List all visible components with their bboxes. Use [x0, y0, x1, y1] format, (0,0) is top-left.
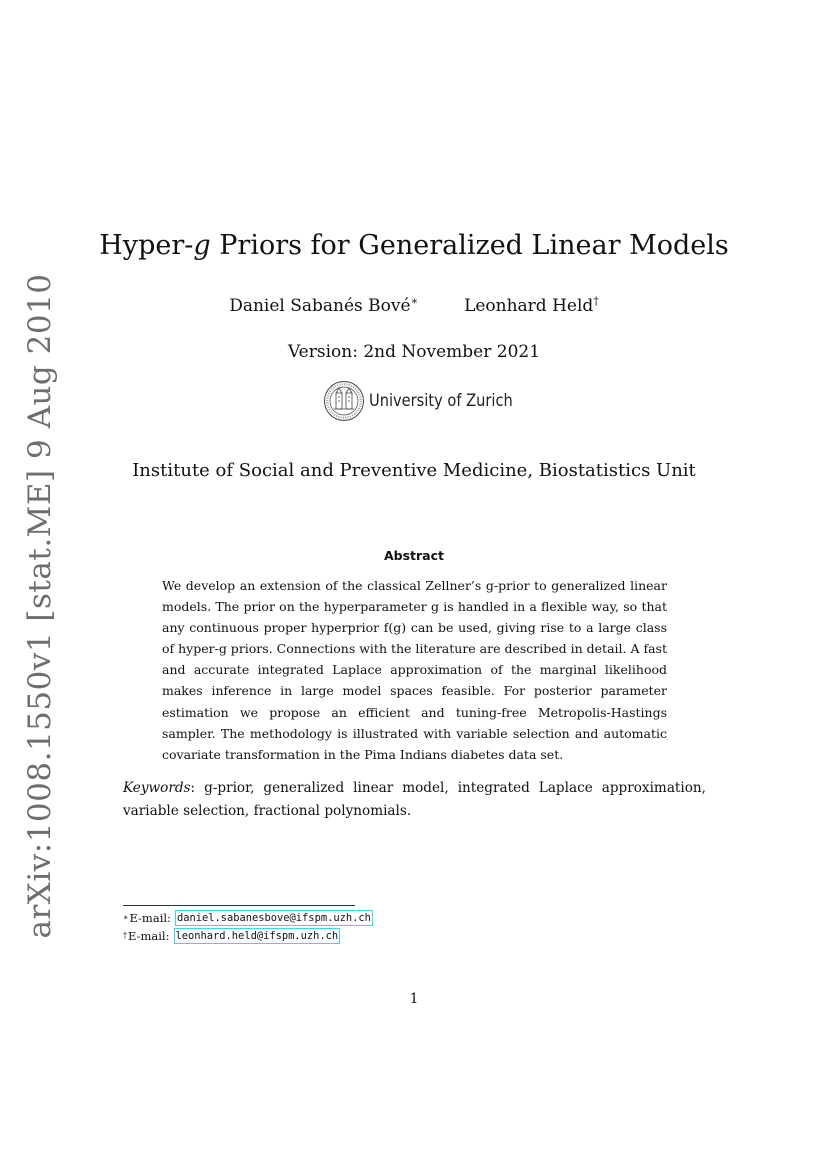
footnote-1-mark: ∗ [123, 913, 129, 922]
author-list [0, 294, 828, 316]
page-number: 1 [409, 991, 419, 1007]
author-2-name: Leonhard Held [464, 295, 594, 316]
footnote-2-mark: † [123, 931, 127, 940]
email-link-2[interactable]: leonhard.held@ifspm.uzh.ch [175, 930, 339, 942]
footnote-1-label: E-mail: [129, 911, 171, 925]
author-1 [229, 296, 418, 316]
author-1-footnote-mark[interactable]: ∗ [410, 294, 419, 307]
author-1-name: Daniel Sabanés Bové [229, 295, 411, 316]
university-seal-icon [323, 380, 365, 422]
email-link-1[interactable]: daniel.sabanesbove@ifspm.uzh.ch [176, 912, 371, 924]
keywords-text: : g-prior, generalized linear model, integrated Laplace approximation, variable selection, fractional polynomials. [123, 780, 706, 819]
university-name: University of Zurich [369, 391, 513, 411]
abstract-text: We develop an extension of the classical Zellner’s g-prior to generalized linear models. The prior on the hyperparameter g is handled in a flexible way, so that any continuous proper hyperprior f(g) can be used, giving rise to a large class of hyper-g priors. Connections with the literature are described in detail. A fast and accurate integrated Laplace approximation of the marginal likelihood makes inference in large model spaces feasible. For posterior parameter estimation we propose an efficient and tuning-free Metropolis-Hastings sampler. The methodology is illustrated with variable selection and automatic covariate transformation in the Pima Indians diabetes data set. [162, 578, 667, 762]
version-line: Version: 2nd November 2021 [287, 342, 541, 362]
title-suffix: Priors for Generalized Linear Models [210, 230, 729, 261]
title-variable: g [193, 230, 211, 261]
abstract-heading: Abstract [383, 548, 445, 563]
author-2 [464, 296, 599, 316]
abstract-body [162, 575, 667, 765]
footnote-rule [123, 905, 355, 906]
footnote-2-label: E-mail: [128, 929, 170, 943]
paper-title [0, 230, 828, 261]
keywords-label: Keywords [123, 780, 191, 796]
university-logo [323, 380, 536, 422]
footnote-1 [123, 909, 373, 927]
footnote-2 [123, 927, 373, 945]
title-prefix: Hyper- [99, 230, 194, 261]
keywords-paragraph [123, 777, 706, 823]
author-2-footnote-mark[interactable]: † [593, 294, 599, 307]
footnotes [123, 909, 373, 945]
arxiv-stamp: arXiv:1008.1550v1 [stat.ME] 9 Aug 2010 [22, 273, 58, 939]
institute-affiliation: Institute of Social and Preventive Medicine, Biostatistics Unit [132, 460, 696, 481]
